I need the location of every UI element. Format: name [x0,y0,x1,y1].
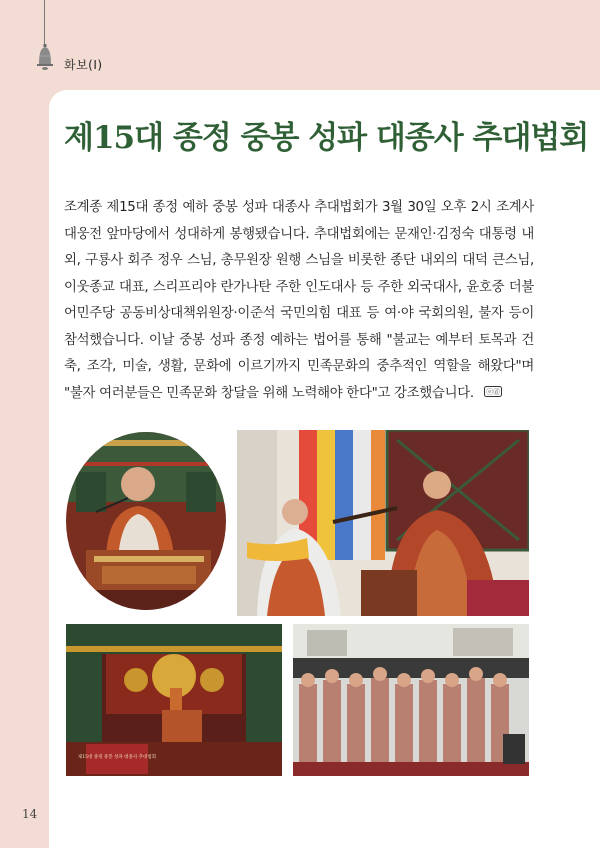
section-label: 화보(Ⅰ) [64,58,103,72]
podium-banner-text: 제15대 종정 중봉 성파 대종사 추대법회 [77,755,157,760]
article-paragraph: 조계종 제15대 종정 예하 중봉 성파 대종사 추대법회가 3월 30일 오후 2시 조계사 대웅전 앞마당에서 성대하게 봉행됐습니다. 추대법회에는 문재인·김정숙 대통령 내외, 구룡사 회주 정우 스님, 총무원장 원행 스님을 비롯한 종단 내외의 대덕 큰스님, 이웃종교 대표, 스리프리야 란가나탄 주한 인도대사 등 주한 외국대사, 윤호중 더불어민주당 공동비상대책위원장·이준석 국민의힘 대표 등 여·야 국회의원, 불자 등이 참석했습니다. 이날 중봉 성파 종정 예하는 법어를 통해 "불교는 예부터 토목과 건축, 조각, 미술, 생활, 문화에 이르기까지 민족문화의 중추적인 역할을 해왔다"며 "불자 여러분들은 민족문화 창달을 위해 노력해야 한다"고 강조했습니다. [64,200,534,401]
temple-bell-icon [35,44,55,70]
photo-crowd-bowing [293,624,529,776]
page-number: 14 [22,807,38,821]
end-mark-icon [484,386,502,397]
end-mark-text: ⓔⓓ [486,387,500,396]
photo-speaker-portrait [66,432,226,610]
article-body [64,195,534,407]
article-title: 제15대 종정 중봉 성파 대종사 추대법회 [64,120,589,156]
end-mark [484,381,502,408]
photo-ceremony-presentation [237,430,529,616]
bell-string [44,0,45,44]
photo-main-hall-podium [66,624,282,776]
